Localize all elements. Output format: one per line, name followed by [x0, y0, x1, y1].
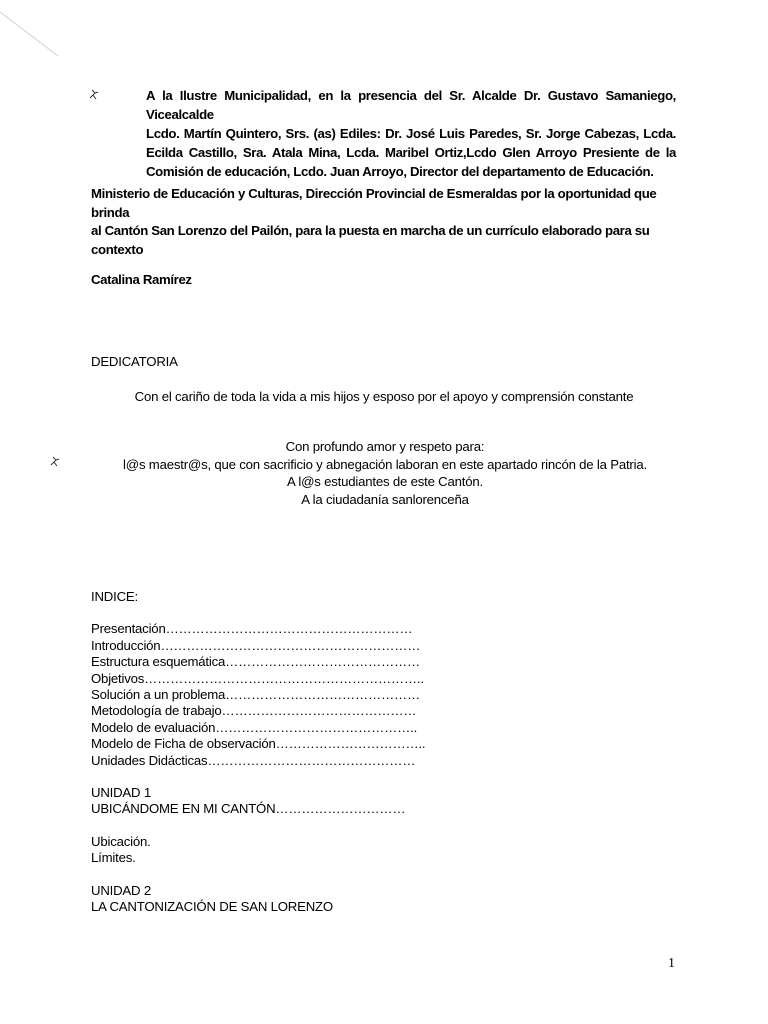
dedication-line: Con el cariño de toda la vida a mis hijos y esposo por el apoyo y comprensión constante [134, 389, 634, 404]
table-of-contents [91, 589, 425, 916]
index-item: Introducción…………………………………………………… [91, 637, 421, 653]
dedication-block [40, 438, 730, 508]
page-number: 1 [668, 956, 675, 971]
dedication-line: A la ciudadanía sanlorenceña [301, 491, 469, 507]
ministry-line: al Cantón San Lorenzo del Pailón, para la puesta en marcha de un currículo elaborado para su [91, 223, 650, 238]
index-item: Modelo de evaluación……………………………………….. [91, 719, 418, 735]
acknowledgment-municipality [146, 86, 676, 181]
index-item: Objetivos……………………………………………………….. [91, 670, 424, 686]
index-title: INDICE: [91, 589, 138, 604]
index-item: Presentación………………………………………………… [91, 621, 413, 637]
index-item: Solución a un problema……………………………………… [91, 687, 420, 703]
index-item: Metodología de trabajo……………………………………… [91, 703, 417, 719]
ack-line: A la Ilustre Municipalidad, en la presencia del Sr. Alcalde Dr. Gustavo Samaniego, Vicealcalde [146, 88, 676, 122]
unit-subitem: Ubicación. [91, 833, 151, 849]
unit-label: UNIDAD 1 [91, 785, 151, 801]
index-item: Modelo de Ficha de observación…………………………….. [91, 736, 426, 752]
dedication-line: l@s maestr@s, que con sacrificio y abnegación laboran en este apartado rincón de la Patria. [123, 456, 647, 472]
bullet-figure-icon [89, 89, 99, 101]
acknowledgment-ministry [91, 185, 671, 259]
author-name: Catalina Ramírez [91, 272, 192, 287]
dedication-line: A l@s estudiantes de este Cantón. [287, 474, 483, 489]
index-item: Estructura esquemática……………………………………… [91, 654, 420, 670]
ministry-line: contexto [91, 241, 144, 257]
ack-line: Ecilda Castillo, Sra. Atala Mina, Lcda. Maribel Ortiz,Lcdo Glen Arroyo Presiente de la [146, 145, 676, 160]
dedication-intro: Con profundo amor y respeto para: [285, 439, 485, 454]
unit-label: UNIDAD 2 [91, 882, 151, 898]
unit-subitem: Límites. [91, 850, 136, 866]
dedication-title: DEDICATORIA [91, 354, 178, 369]
unit-title: UBICÁNDOME EN MI CANTÓN………………………… [91, 801, 406, 817]
ack-line: Comisión de educación, Lcdo. Juan Arroyo, Director del departamento de Educación. [146, 164, 654, 179]
ministry-line: Ministerio de Educación y Culturas, Dirección Provincial de Esmeraldas por la oportunidad que brinda [91, 186, 657, 220]
page-corner-decoration [0, 0, 80, 60]
ack-line: Lcdo. Martín Quintero, Srs. (as) Ediles: Dr. José Luis Paredes, Sr. Jorge Cabezas, Lcda. [146, 126, 676, 141]
index-item: Unidades Didácticas………………………………………… [91, 752, 416, 768]
unit-title: LA CANTONIZACIÓN DE SAN LORENZO [91, 899, 333, 915]
